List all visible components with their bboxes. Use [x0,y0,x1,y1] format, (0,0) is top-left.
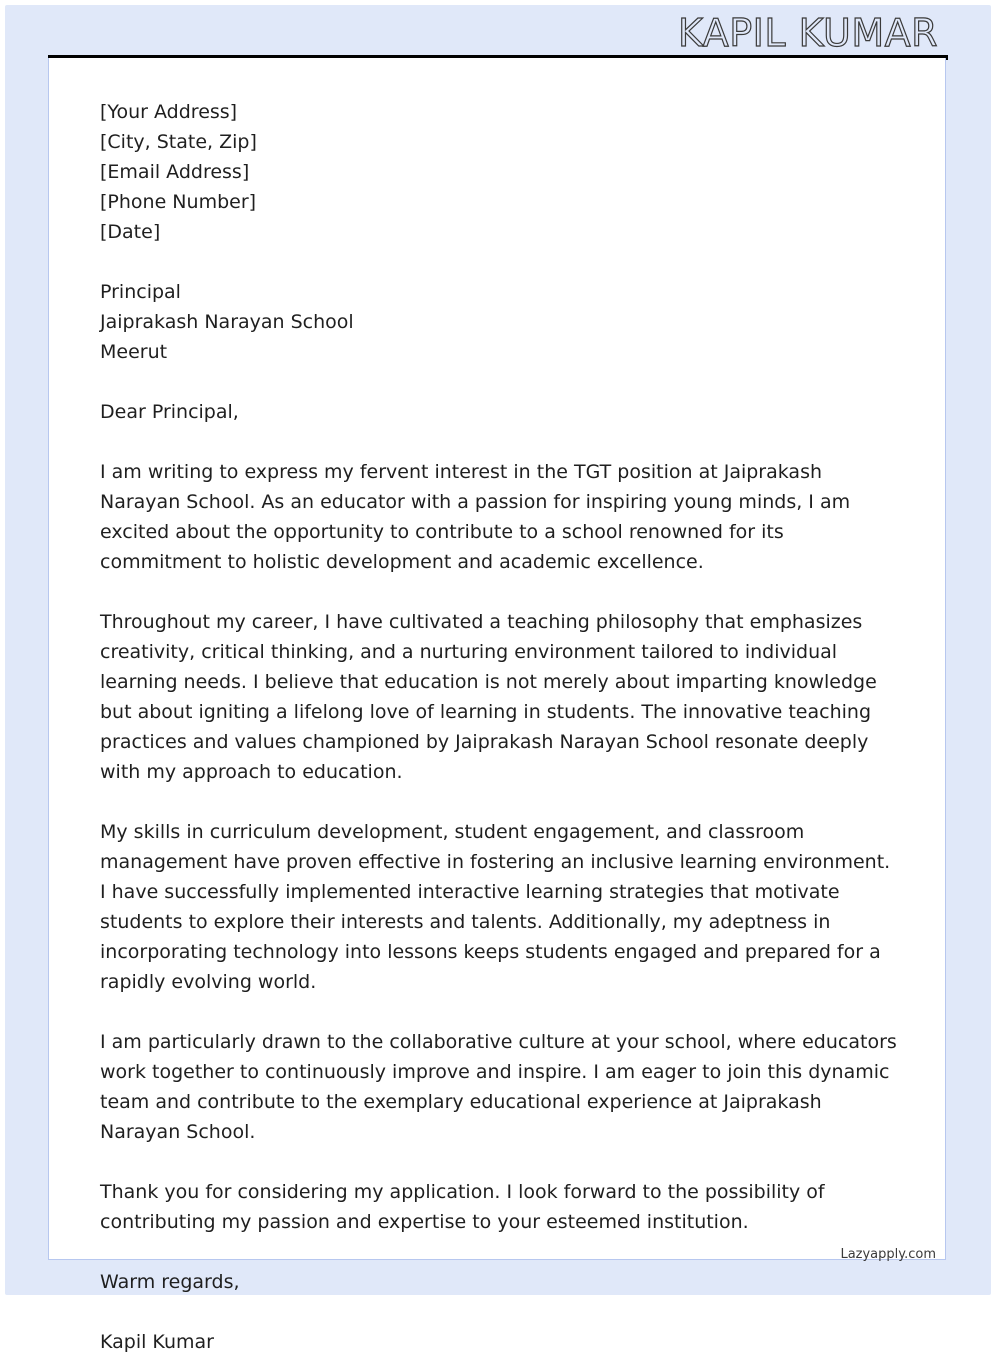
recipient-title: Principal [100,281,181,303]
recipient-block [100,277,900,367]
sender-phone: [Phone Number] [100,191,257,213]
spacer [100,427,900,457]
spacer [100,787,900,817]
recipient-city: Meerut [100,341,168,363]
spacer [100,997,900,1027]
sender-address: [Your Address] [100,101,238,123]
recipient-school: Jaiprakash Narayan School [100,311,354,333]
body-paragraph: I am particularly drawn to the collaborative culture at your school, where educators work together to continuously improve and inspire. I am eager to join this dynamic team and contribute to the exemplary educational experience at Jaiprakash Narayan School. [100,1031,897,1143]
spacer [100,1297,900,1327]
spacer [100,577,900,607]
spacer [100,367,900,397]
salutation: Dear Principal, [100,401,239,423]
sender-block [100,97,900,247]
body-paragraph: Thank you for considering my application. I look forward to the possibility of contributing my passion and expertise to your esteemed institution. [100,1181,825,1233]
letter-date: [Date] [100,221,161,243]
header-name: KAPIL KUMAR [677,11,938,55]
body-paragraph: My skills in curriculum development, student engagement, and classroom management have proven effective in fostering an inclusive learning environment. I have successfully implemented interactive learning strategies that motivate students to explore their interests and talents. Additionally, my adeptness in incorporating technology into lessons keeps students engaged and prepared for a rapidly evolving world. [100,821,891,993]
watermark: Lazyapply.com [840,1247,936,1262]
body-paragraph: I am writing to express my fervent interest in the TGT position at Jaiprakash Narayan School. As an educator with a passion for inspiring young minds, I am excited about the opportunity to contribute to a school renowned for its commitment to holistic development and academic excellence. [100,461,851,573]
body-paragraph: Throughout my career, I have cultivated a teaching philosophy that emphasizes creativity, critical thinking, and a nurturing environment tailored to individual learning needs. I believe that education is not merely about imparting knowledge but about igniting a lifelong love of learning in students. The innovative teaching practices and values championed by Jaiprakash Narayan School resonate deeply with my approach to education. [100,611,877,783]
spacer [100,1147,900,1177]
closing: Warm regards, [100,1271,240,1293]
letter-body [100,97,900,1357]
spacer [100,247,900,277]
signature-name: Kapil Kumar [100,1331,214,1353]
spacer [100,1237,900,1267]
sender-city-state-zip: [City, State, Zip] [100,131,257,153]
sender-email: [Email Address] [100,161,250,183]
